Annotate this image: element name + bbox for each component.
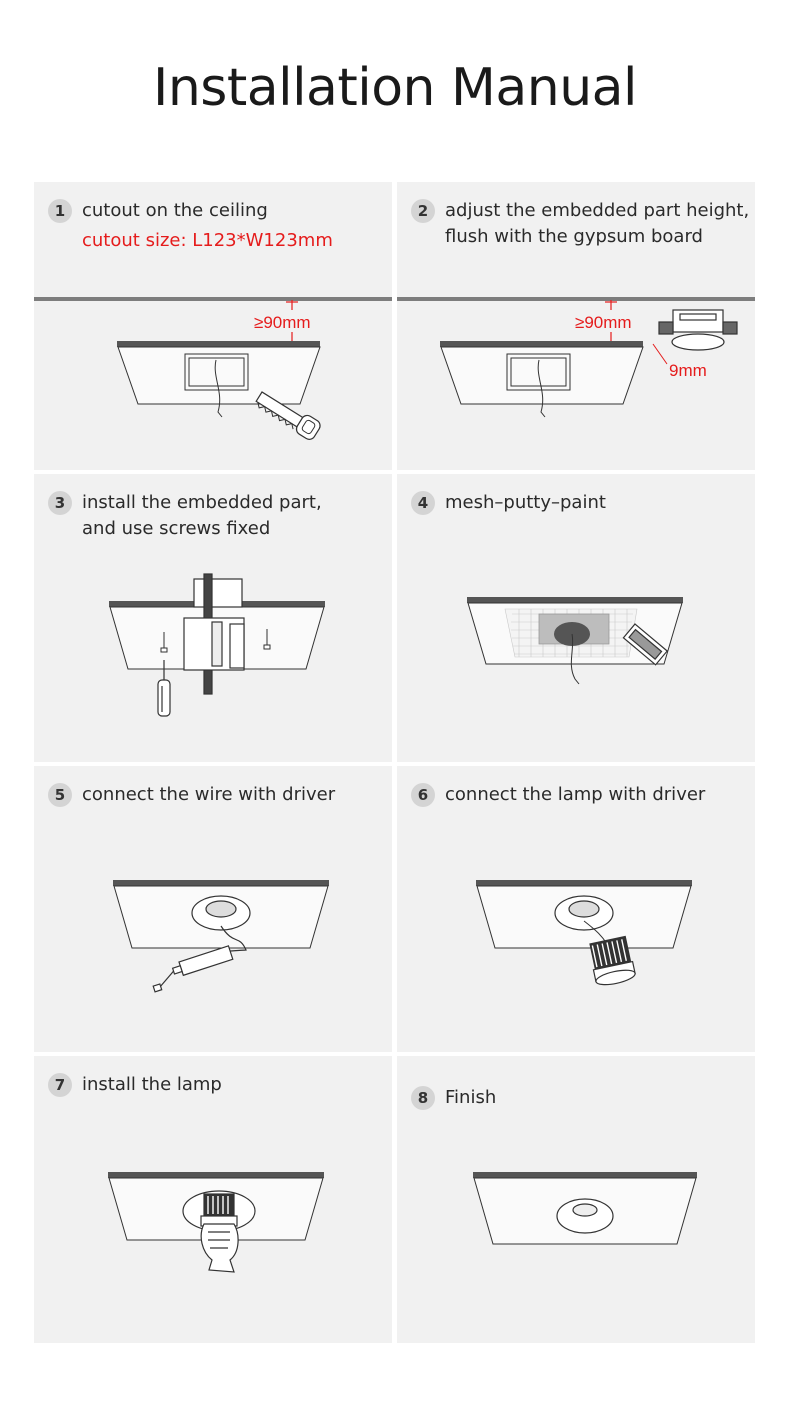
step-4-title: mesh–putty–paint bbox=[445, 492, 606, 513]
step-8-number-badge: 8 bbox=[411, 1086, 435, 1110]
ceiling-board bbox=[440, 341, 643, 404]
step-3-number-badge: 3 bbox=[48, 491, 72, 515]
step-7-title: install the lamp bbox=[82, 1074, 222, 1095]
step-1-title: cutout on the ceiling bbox=[82, 200, 268, 221]
step-6-title: connect the lamp with driver bbox=[445, 784, 706, 805]
lamp-icon bbox=[201, 1194, 237, 1226]
step-5-number-badge: 5 bbox=[48, 783, 72, 807]
driver-icon bbox=[149, 946, 235, 992]
dimension-label: ≥90mm bbox=[575, 313, 632, 332]
step-6-panel bbox=[397, 766, 755, 1052]
step-3-subtitle: and use screws fixed bbox=[82, 518, 271, 539]
step-6-illustration bbox=[397, 766, 755, 1052]
step-7-number-badge: 7 bbox=[48, 1073, 72, 1097]
step-5-title: connect the wire with driver bbox=[82, 784, 336, 805]
step-3-illustration bbox=[34, 474, 392, 762]
ceiling-board bbox=[117, 341, 320, 404]
step-2-subtitle: flush with the gypsum board bbox=[445, 226, 703, 247]
step-6-number-badge: 6 bbox=[411, 783, 435, 807]
step-1-number-badge: 1 bbox=[48, 199, 72, 223]
step-2-illustration bbox=[397, 182, 755, 470]
embedded-part-icon bbox=[659, 310, 737, 350]
leader-line bbox=[653, 344, 667, 364]
step-3-panel bbox=[34, 474, 392, 762]
step-8-title: Finish bbox=[445, 1087, 497, 1108]
finished-downlight-icon bbox=[557, 1199, 613, 1233]
step-1-panel bbox=[34, 182, 392, 470]
step-3-title: install the embedded part, bbox=[82, 492, 322, 513]
step-2-title: adjust the embedded part height, bbox=[445, 200, 750, 221]
step-1-cutout-size: cutout size: L123*W123mm bbox=[82, 230, 333, 251]
embedded-part-icon bbox=[184, 574, 244, 694]
page-title: Installation Manual bbox=[153, 58, 637, 118]
step-4-illustration bbox=[397, 474, 755, 762]
hand-icon bbox=[201, 1224, 238, 1272]
step-5-panel bbox=[34, 766, 392, 1052]
step-8-illustration bbox=[397, 1056, 755, 1343]
step-4-panel bbox=[397, 474, 755, 762]
step-1-illustration bbox=[34, 182, 392, 470]
dimension-label: ≥90mm bbox=[254, 313, 311, 332]
step-2-panel bbox=[397, 182, 755, 470]
step-7-panel bbox=[34, 1056, 392, 1343]
step-2-number-badge: 2 bbox=[411, 199, 435, 223]
dimension-label-9mm: 9mm bbox=[669, 361, 707, 380]
step-8-panel bbox=[397, 1056, 755, 1343]
step-7-illustration bbox=[34, 1056, 392, 1343]
embedded-frame-icon bbox=[555, 896, 613, 930]
embedded-frame-icon bbox=[192, 896, 250, 930]
step-5-illustration bbox=[34, 766, 392, 1052]
step-4-number-badge: 4 bbox=[411, 491, 435, 515]
